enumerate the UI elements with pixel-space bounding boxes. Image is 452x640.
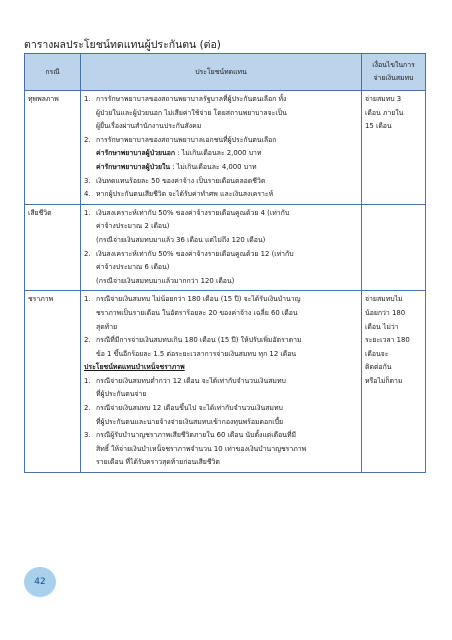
- item-line: ค่าจ้างประมาณ 2 เดือน): [96, 222, 170, 231]
- table-row-oldage: [25, 291, 426, 473]
- condition-line: จ่ายสมทบ 3: [365, 95, 402, 103]
- outpatient-text: : ไม่เกินเดือนละ 2,000 บาท: [175, 149, 262, 158]
- case-cell: ชราภาพ: [25, 291, 81, 473]
- item-number: 3.: [84, 176, 91, 185]
- benefit-cell: [81, 91, 362, 205]
- list-item: [84, 93, 358, 134]
- condition-line: น้อยกว่า 180: [365, 308, 406, 317]
- inpatient-text: : ไม่เกินเดือนละ 4,000 บาท: [170, 162, 257, 171]
- item-number: 2.: [84, 404, 91, 413]
- item-line: ผู้ป่วยในและผู้ป่วยนอก ไม่เสียค่าใช้จ่าย โดยสถานพยาบาลจะเป็น: [96, 108, 287, 117]
- pension-heading: ประโยชน์ทดแทนบำเหน็จชราภาพ: [84, 363, 185, 372]
- outpatient-label: ค่ารักษาพยาบาลผู้ป่วยนอก: [96, 149, 176, 158]
- item-line: ชราภาพเป็นรายเดือน ในอัตราร้อยละ 20 ของค่าจ้าง เฉลี่ย 60 เดือน: [96, 308, 298, 317]
- item-line: สิทธิ์ ให้จ่ายเงินบำเหน็จชราภาพจำนวน 10 เท่าของเงินบำนาญชราภาพ: [96, 444, 307, 453]
- header-condition-line: เงื่อนไขในการ: [372, 61, 415, 69]
- condition-line: เดือน ภายใน: [365, 108, 404, 117]
- list-item: [84, 134, 358, 148]
- condition-line: จ่ายสมทบไม่: [365, 295, 403, 304]
- item-number: 1.: [84, 95, 91, 103]
- item-line: ที่ผู้ประกันตนและนายจ้างจ่ายเงินสมทบเข้ากองทุนพร้อมดอกเบี้ย: [96, 417, 284, 426]
- item-number: 2.: [84, 249, 91, 258]
- condition-line: ระยะเวลา 180: [365, 336, 410, 345]
- item-line: (กรณีจ่ายเงินสมทบมาแล้วมากกว่า 120 เดือน): [96, 276, 235, 285]
- list-item: [84, 429, 358, 470]
- case-cell: ทุพพลภาพ: [25, 91, 81, 205]
- condition-cell: [362, 291, 426, 473]
- item-number: 2.: [84, 135, 91, 144]
- item-line: กรณีจ่ายเงินสมทบ ไม่น้อยกว่า 180 เดือน (15 ปี) จะได้รับเงินบำนาญ: [96, 295, 301, 304]
- condition-line: ติดต่อกัน: [365, 363, 392, 372]
- item-line: กรณีจ่ายเงินสมทบ 12 เดือนขึ้นไป จะได้เท่ากับจำนวนเงินสมทบ: [96, 404, 283, 413]
- item-line: ที่ผู้ประกันตนจ่าย: [96, 390, 147, 399]
- list-item: [84, 175, 358, 189]
- item-line: ค่าจ้างประมาณ 6 เดือน): [96, 263, 170, 272]
- table-row-disability: [25, 91, 426, 205]
- benefit-cell: [81, 291, 362, 473]
- table-header-row: [25, 54, 426, 91]
- item-line: การรักษาพยาบาลของสถานพยาบาลเอกชนที่ผู้ประกันตนเลือก: [96, 135, 277, 144]
- list-item: [84, 293, 358, 334]
- item-line: เงินทดแทนร้อยละ 50 ของค่าจ้าง เป็นรายเดือนตลอดชีวิต: [96, 176, 266, 185]
- list-item: [84, 188, 358, 202]
- item-line: หากผู้ประกันตนเสียชีวิต จะได้รับค่าทำศพ และเงินสงเคราะห์: [96, 190, 274, 199]
- item-number: 1.: [84, 376, 91, 385]
- item-number: 4.: [84, 190, 91, 199]
- item-line: กรณีที่มีการจ่ายเงินสมทบเกิน 180 เดือน (15 ปี) ให้ปรับเพิ่มอัตราตาม: [96, 336, 302, 345]
- condition-cell: [362, 204, 426, 291]
- header-condition-line: จ่ายเงินสมทบ: [373, 74, 414, 82]
- item-line: สุดท้าย: [96, 322, 118, 331]
- condition-line: 15 เดือน: [365, 122, 392, 131]
- item-line: กรณีผู้รับบำนาญชราภาพเสียชีวิตภายใน 60 เดือน นับตั้งแต่เดือนที่มี: [96, 431, 297, 440]
- item-line: เงินสงเคราะห์เท่ากับ 50% ของค่าจ้างรายเดือนคูณด้วย 12 (เท่ากับ: [96, 249, 294, 258]
- list-item: [84, 248, 358, 289]
- header-case: กรณี: [25, 54, 81, 91]
- item-line: รายเดือน ที่ได้รับคราวสุดท้ายก่อนเสียชีวิต: [96, 458, 220, 467]
- item-line: เงินสงเคราะห์เท่ากับ 50% ของค่าจ้างรายเดือนคูณด้วย 4 (เท่ากับ: [96, 208, 290, 217]
- benefit-table: [24, 53, 426, 473]
- list-item: [84, 334, 358, 361]
- table-caption: ตารางผลประโยชน์ทดแทนผู้ประกันตน (ต่อ): [24, 39, 221, 51]
- item-line: ผู้ยื่นเรื่องผ่านสำนักงานประกันสังคม: [96, 122, 202, 131]
- inpatient-label: ค่ารักษาพยาบาลผู้ป่วยใน: [96, 162, 171, 171]
- page-number-badge: 42: [24, 567, 56, 597]
- item-number: 3.: [84, 431, 91, 440]
- item-line: ข้อ 1 ขึ้นอีกร้อยละ 1.5 ต่อระยะเวลาการจ่ายเงินสมทบ ทุก 12 เดือน: [96, 349, 297, 358]
- benefit-cell: [81, 204, 362, 291]
- condition-cell: [362, 91, 426, 205]
- case-cell: เสียชีวิต: [25, 204, 81, 291]
- condition-line: หรือไม่ก็ตาม: [365, 376, 403, 385]
- list-item: [84, 375, 358, 402]
- condition-line: เดือนจะ: [365, 349, 389, 358]
- item-line: กรณีจ่ายเงินสมทบต่ำกว่า 12 เดือน จะได้เท่ากับจำนวนเงินสมทบ: [96, 376, 286, 385]
- list-item: [84, 402, 358, 429]
- table-row-death: [25, 204, 426, 291]
- inpatient-line: [84, 161, 358, 175]
- item-number: 1.: [84, 208, 91, 217]
- item-number: 1.: [84, 295, 91, 304]
- item-line: การรักษาพยาบาลของสถานพยาบาลรัฐบาลที่ผู้ประกันตนเลือก ทั้ง: [96, 95, 287, 103]
- condition-line: เดือน ไม่ว่า: [365, 322, 399, 331]
- item-line: (กรณีจ่ายเงินสมทบมาแล้ว 36 เดือน แต่ไม่ถึง 120 เดือน): [96, 235, 266, 244]
- item-number: 2.: [84, 336, 91, 345]
- header-benefit: ประโยชน์ทดแทน: [81, 54, 362, 91]
- outpatient-line: [84, 147, 358, 161]
- header-condition: [362, 54, 426, 91]
- list-item: [84, 207, 358, 248]
